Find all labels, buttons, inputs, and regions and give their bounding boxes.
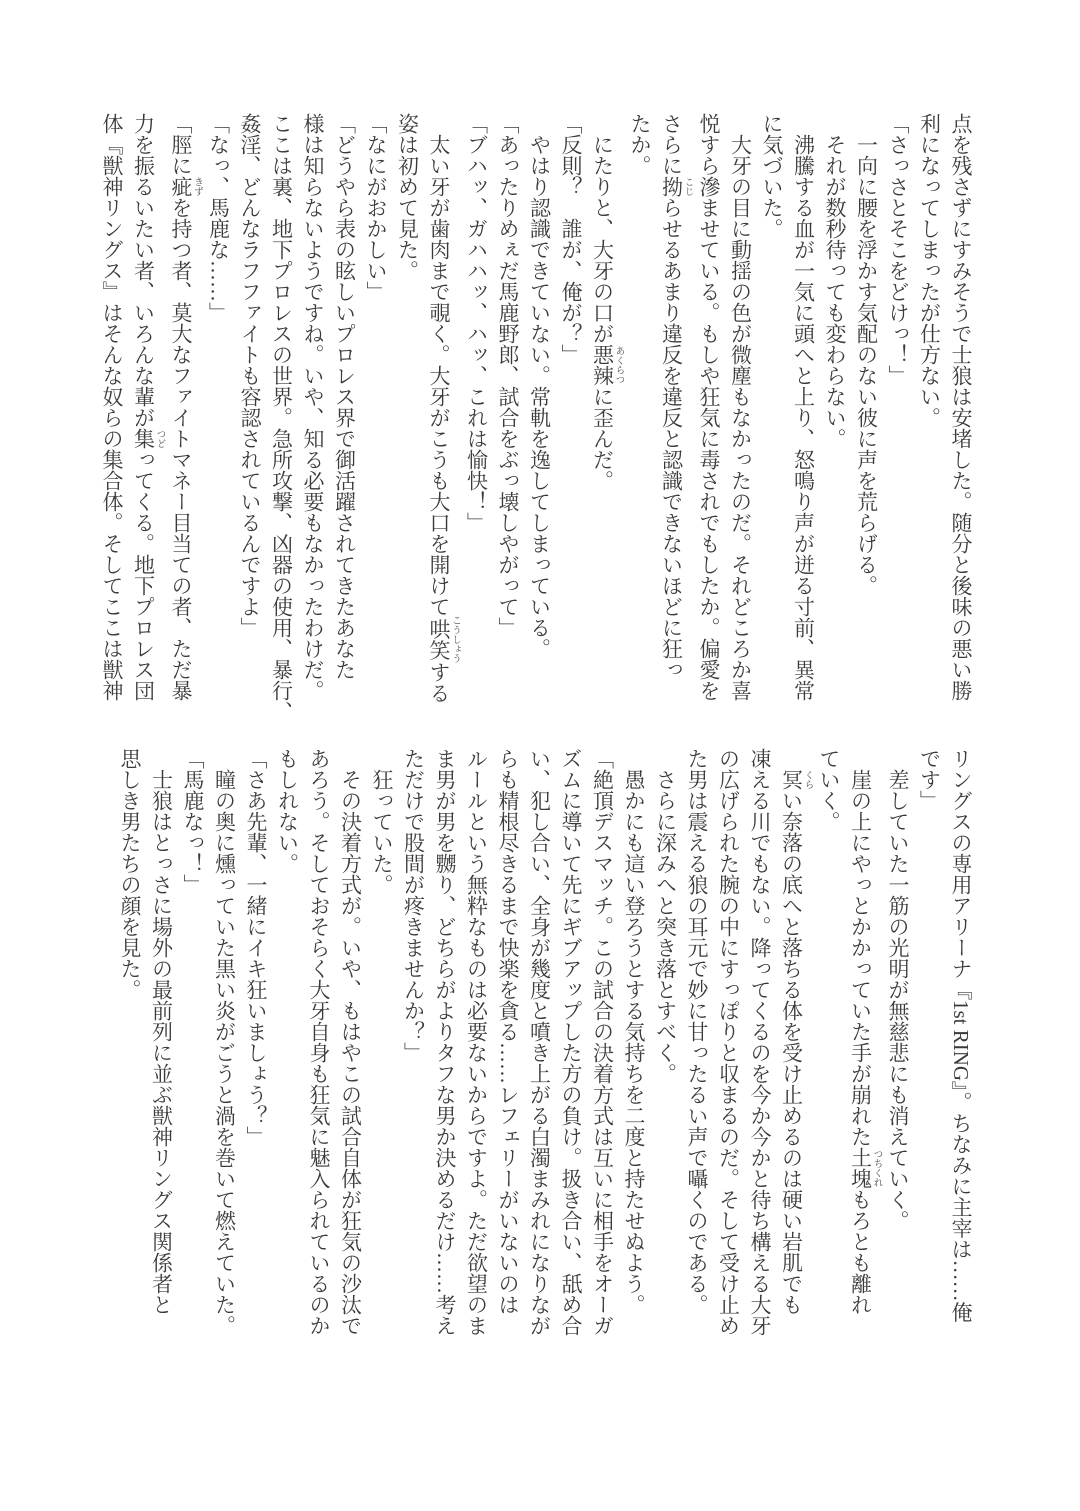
text-column: 姦淫、どんなラフファイトも容認されているんですよ」 — [238, 113, 262, 638]
text-column: 「馬鹿なっ！」 — [181, 748, 205, 895]
text-column: 士狼はとっさに場外の最前列に並ぶ獣神リングス関係者と — [149, 769, 174, 1315]
text-column: 崖の上にやっとかかっていた手が崩れた土塊 つちくれもろとも離れ — [848, 769, 882, 1315]
text-column: 力を振るいたい者、いろんな輩が集 つどってくる。地下プロレス団 — [131, 113, 165, 701]
text-column: たか。 — [628, 113, 652, 176]
text-column: ズムに導いて先にギブアップした方の負け。扱き合い、舐め合 — [559, 748, 583, 1336]
text-column: 凍える川でもない。降ってくるのを今か今かと待ち構える大牙 — [748, 748, 772, 1336]
text-column: 様は知らないようですね。いや、知る必要もなかったわけだ。 — [301, 113, 325, 701]
text-column: ま男が男を嬲り、どちらがよりタフな男か決めるだけ……考え — [433, 748, 457, 1336]
text-column: リングスの専用アリーナ『1st RING』。ちなみに主宰は……俺 — [949, 748, 973, 1323]
text-column: 「脛に疵 きずを持つ者、莫大なファイトマネー目当ての者、ただ暴 — [169, 113, 202, 701]
text-column: 体『獣神リングス』はそんな奴らの集合体。そしてここは獣神 — [100, 113, 124, 701]
furigana-ruby: 冥 くら — [779, 769, 813, 790]
text-column: 「なにがおかしい」 — [364, 113, 388, 302]
text-column: 沸騰する血が一気に頭へと上り、怒鳴り声が迸る寸前、異常 — [791, 134, 816, 701]
text-column: に気づいた。 — [760, 113, 784, 239]
text-column: 瞳の奥に燻っていた黒い炎がごうと渦を巻いて燃えていた。 — [212, 769, 237, 1336]
furigana-ruby: 悪辣 あくらつ — [590, 344, 624, 386]
text-column: さらに拗 こじらせるあまり違反を違反と認識できないほどに狂っ — [659, 113, 693, 680]
furigana-ruby: 拗 こじ — [659, 176, 693, 197]
text-column: 思しき男たちの顔を見た。 — [118, 748, 142, 1000]
text-column: 「ブハッ、ガハハッ、ハッ、これは愉快！」 — [464, 113, 489, 533]
text-column: の広げられた腕の中にすっぽりと収まるのだ。そして受け止め — [716, 748, 741, 1336]
text-column: 姿は初めて見た。 — [395, 113, 420, 281]
text-column: その決着方式が。いや、もはやこの試合自体が狂気の沙汰で — [338, 769, 363, 1336]
text-column: 冥 くらい奈落の底へと落ちる体を受け止めるのは硬い岩肌でも — [779, 769, 813, 1315]
text-column: それが数秒待っても変わらない。 — [823, 134, 847, 449]
text-column: ここは裏、地下プロレスの世界。急所攻撃、凶器の使用、暴行、 — [269, 113, 294, 722]
text-column: ルールという無粋なものは必要ないからですよ。ただ欲望のま — [464, 748, 489, 1336]
text-column: さらに深みへと突き落とすべく。 — [653, 769, 678, 1084]
text-column: 「なっ、馬鹿な……」 — [206, 113, 231, 323]
furigana-ruby: 土塊 つちくれ — [848, 1147, 882, 1189]
text-column: です」 — [917, 748, 942, 811]
text-column: 一向に腰を浮かす気配のない彼に声を荒らげる。 — [854, 134, 879, 596]
text-column: 「あったりめぇだ馬鹿野郎、試合をぶっ壊しやがって」 — [496, 113, 520, 638]
text-column: た男は震える狼の耳元で妙に甘ったるい声で囁くのである。 — [685, 748, 709, 1315]
text-column: 大牙の目に動揺の色が微塵もなかったのだ。それどころか喜 — [728, 134, 753, 701]
text-column: 「さっさとそこをどけっ！」 — [886, 113, 910, 386]
text-column: 利になってしまったが仕方ない。 — [917, 113, 942, 428]
text-column: ていく。 — [817, 748, 841, 832]
text-column: 愚かにも這い登ろうとする気持ちを二度と持たせぬよう。 — [622, 769, 646, 1315]
text-column: にたりと、大牙の口が悪辣 あくらつに歪んだ。 — [590, 134, 624, 491]
text-column: 点を残さずにすみそうで士狼は安堵した。随分と後味の悪い勝 — [949, 113, 973, 701]
text-column: やはり認識できていない。常軌を逸してしまっている。 — [527, 134, 552, 659]
top-page — [100, 113, 976, 727]
text-column: らも精根尽きるまで快楽を貪る……レフェリーがいないのは — [496, 748, 520, 1315]
text-column: 差していた一筋の光明が無慈悲にも消えていく。 — [886, 769, 910, 1231]
text-column: あろう。そしておそらく大牙自身も狂気に魅入られているのか — [307, 748, 331, 1336]
text-column: 「絶頂デスマッチ。この試合の決着方式は互いに相手をオーガ — [590, 748, 615, 1336]
text-column: 「どうやら表の眩しいプロレス界で御活躍されてきたあなた — [332, 113, 357, 680]
text-column: 「反則？ 誰が、俺が？」 — [559, 113, 583, 365]
text-column: 太い牙が歯肉まで覗く。大牙がこうも大口を開けて哄笑 こうしょうする — [427, 134, 460, 704]
text-column: ただけで股間が疼きませんか？」 — [401, 748, 426, 1063]
text-column: い、犯し合い、全身が幾度と噴き上がる白濁まみれになりなが — [527, 748, 552, 1336]
bottom-page — [114, 748, 976, 1342]
text-column: 悦すら滲ませている。もしや狂気に毒されでもしたか。偏愛を — [697, 113, 721, 701]
text-column: 「さあ先輩、一緒にイキ狂いましょう？」 — [244, 748, 268, 1147]
furigana-ruby: 哄笑 こうしょう — [427, 615, 460, 664]
furigana-ruby: 集 つど — [131, 428, 165, 449]
furigana-ruby: 疵 きず — [169, 176, 202, 197]
text-column: もしれない。 — [275, 748, 300, 874]
text-column: 狂っていた。 — [370, 769, 394, 895]
